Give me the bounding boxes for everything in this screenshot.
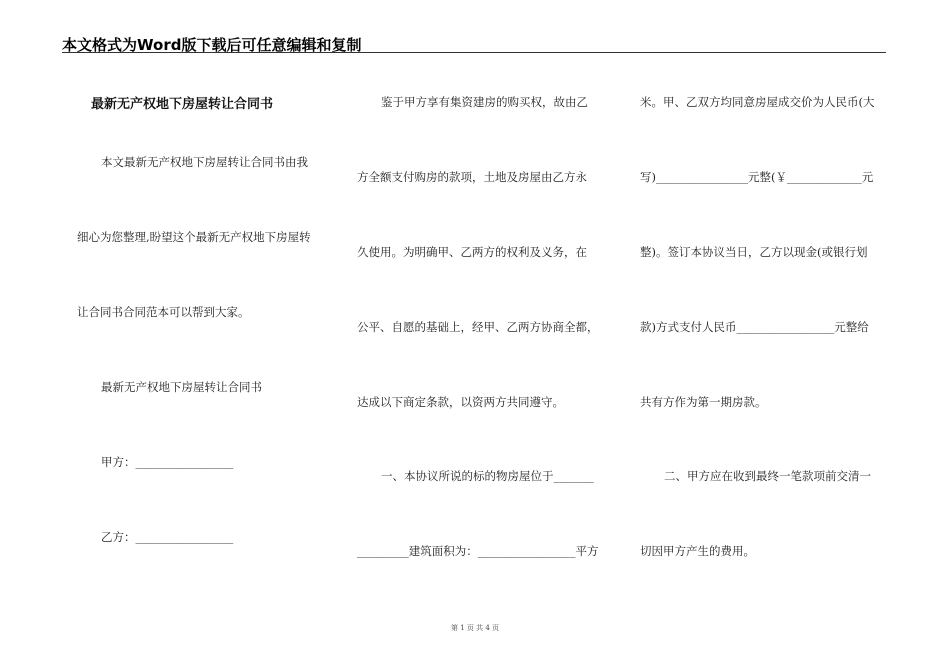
paragraph-line: 久使用。为明确甲、乙两方的权利及义务，在 (357, 245, 587, 259)
paragraph-line: 写)________________元整(￥_____________元 (640, 170, 874, 184)
party-a-line: 甲方：_________________ (101, 455, 234, 469)
paragraph-line: 让合同书合同范本可以帮到大家。 (77, 305, 250, 319)
paragraph-line: 整)。签订本协议当日，乙方以现金(或银行划 (640, 245, 868, 259)
page-number: 第 1 页 共 4 页 (450, 624, 500, 632)
paragraph-line: 公平、自愿的基础上，经甲、乙两方协商全都， (357, 320, 599, 334)
paragraph-line: 达成以下商定条款，以资两方共同遵守。 (357, 395, 564, 409)
paragraph-line: 米。甲、乙双方均同意房屋成交价为人民币(大 (640, 95, 875, 109)
header-divider (62, 52, 886, 53)
paragraph-line: 细心为您整理,盼望这个最新无产权地下房屋转 (77, 230, 311, 244)
clause-one-line: 一、本协议所说的标的物房屋位于_______ (381, 469, 594, 483)
paragraph-line: _________建筑面积为：_________________平方 (357, 544, 599, 558)
paragraph-line: 方全额支付购房的款项，土地及房屋由乙方永 (357, 170, 587, 184)
paragraph-line: 切因甲方产生的费用。 (640, 544, 755, 558)
subtitle-line: 最新无产权地下房屋转让合同书 (101, 380, 262, 394)
document-title: 最新无产权地下房屋转让合同书 (91, 97, 274, 112)
paragraph-line: 鉴于甲方享有集资建房的购买权，故由乙 (381, 95, 588, 109)
clause-two-line: 二、甲方应在收到最终一笔款项前交清一 (664, 469, 871, 483)
paragraph-line: 本文最新无产权地下房屋转让合同书由我 (101, 155, 308, 169)
party-b-line: 乙方：_________________ (101, 530, 234, 544)
paragraph-line: 共有方作为第一期房款。 (640, 395, 767, 409)
document-header: 本文格式为Word版下载后可任意编辑和复制 (62, 36, 362, 54)
paragraph-line: 款)方式支付人民币_________________元整给 (640, 320, 869, 334)
